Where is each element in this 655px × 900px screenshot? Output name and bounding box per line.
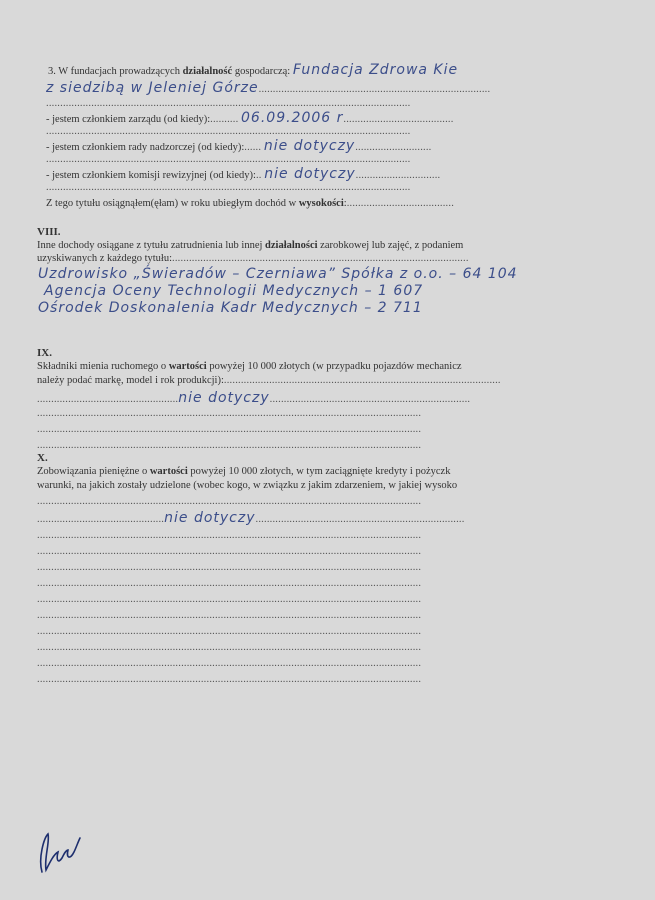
dotted-line: ................................................................................................................................. xyxy=(46,182,411,193)
foundation-name-handwritten: Fundacja Zdrowa Kie xyxy=(292,62,459,78)
dotted-line: ................................................................................................................................. xyxy=(46,98,411,109)
section-viii-text-2: uzyskiwanych z każdego tytułu:......................................................................................................... xyxy=(37,253,469,264)
dotted-line: ........................................................................................................................................ xyxy=(37,658,422,669)
section-viii-text: Inne dochody osiągane z tytułu zatrudnienia lub innej działalności zarobkowej lub zajęć, z podaniem xyxy=(37,240,464,251)
foundation-label: 3. W fundacjach prowadzących xyxy=(48,66,183,77)
supervisory-label: - jestem członkiem rady nadzorczej (od kiedy): xyxy=(46,142,245,153)
board-date-handwritten: 06.09.2006 r xyxy=(241,110,344,126)
dotted-line: ..................................................nie dotyczy....................................................................... xyxy=(37,390,471,406)
income-label: Z tego tytułu osiągnąłem(ęłam) w roku ubiegłym dochód w xyxy=(46,198,299,209)
signature-mark xyxy=(34,828,94,878)
section-viii-number: VIII. xyxy=(37,226,61,238)
dotted-line: ........................................................................................................................................ xyxy=(37,578,422,589)
section-x-text: Zobowiązania pieniężne o wartości powyżej 10 000 złotych, w tym zaciągnięte kredyty i pożyczk xyxy=(37,466,451,477)
supervisory-line: - jestem członkiem rady nadzorczej (od kiedy):...... nie dotyczy........................... xyxy=(46,138,432,154)
section-x-text-2: warunki, na jakich zostały udzielone (wobec kogo, w związku z jakim zdarzeniem, w jakiej wysoko xyxy=(37,480,458,491)
audit-value-handwritten: nie dotyczy xyxy=(264,166,356,182)
audit-label: - jestem członkiem komisji rewizyjnej (od kiedy): xyxy=(46,170,256,181)
income-entry: Agencja Oceny Technologii Medycznych – 1 607 xyxy=(44,283,424,299)
section-x-value-handwritten: nie dotyczy xyxy=(164,510,256,526)
board-label: - jestem członkiem zarządu (od kiedy): xyxy=(46,114,211,125)
dotted-line: ................................................................................................................................. xyxy=(46,126,411,137)
dotted-line: ........................................................................................................................................ xyxy=(37,642,422,653)
dotted-line: ........................................................................................................................................ xyxy=(37,610,422,621)
dotted-fill: .................................................................................. xyxy=(258,84,491,95)
dotted-line: ........................................................................................................................................ xyxy=(37,530,422,541)
income-entry: Ośrodek Doskonalenia Kadr Medycznych – 2 711 xyxy=(38,300,423,316)
foundation-seat-line xyxy=(46,82,490,96)
income-line: Z tego tytułu osiągnąłem(ęłam) w roku ubiegłym dochód w wysokości:...................................... xyxy=(46,198,455,209)
dotted-line: ........................................................................................................................................ xyxy=(37,674,422,685)
dotted-line: ........................................................................................................................................ xyxy=(37,594,422,605)
dotted-line: ........................................................................................................................................ xyxy=(37,440,422,451)
section-ix-number: IX. xyxy=(37,347,52,359)
foundation-seat-handwritten: z siedzibą w Jeleniej Górze xyxy=(46,80,259,96)
section-ix-value-handwritten: nie dotyczy xyxy=(178,390,270,406)
dotted-line: ........................................................................................................................................ xyxy=(37,408,422,419)
section-ix-text: Składniki mienia ruchomego o wartości powyżej 10 000 złotych (w przypadku pojazdów mechanicz xyxy=(37,361,462,372)
section-x-number: X. xyxy=(37,452,48,464)
audit-line: - jestem członkiem komisji rewizyjnej (od kiedy):.. nie dotyczy.............................. xyxy=(46,166,441,182)
foundation-question xyxy=(48,64,458,78)
board-line: - jestem członkiem zarządu (od kiedy):.......... 06.09.2006 r....................................... xyxy=(46,110,454,126)
income-entry: Uzdrowisko „Świeradów – Czerniawa” Spółka z o.o. – 64 104 xyxy=(38,266,518,282)
dotted-line: ........................................................................................................................................ xyxy=(37,496,422,507)
dotted-line: ........................................................................................................................................ xyxy=(37,546,422,557)
foundation-label-rest: gospodarczą: xyxy=(232,66,291,77)
supervisory-value-handwritten: nie dotyczy xyxy=(263,138,356,154)
section-ix-text-2: należy podać markę, model i rok produkcji):.................................................................................................. xyxy=(37,375,501,386)
dotted-line: ........................................................................................................................................ xyxy=(37,626,422,637)
dotted-line: .............................................nie dotyczy.......................................................................... xyxy=(37,510,465,526)
dotted-line: ........................................................................................................................................ xyxy=(37,424,422,435)
income-label-bold: wysokości xyxy=(298,198,344,209)
dotted-line: ........................................................................................................................................ xyxy=(37,562,422,573)
foundation-label-bold: działalność xyxy=(182,66,233,77)
dotted-line: ................................................................................................................................. xyxy=(46,154,411,165)
